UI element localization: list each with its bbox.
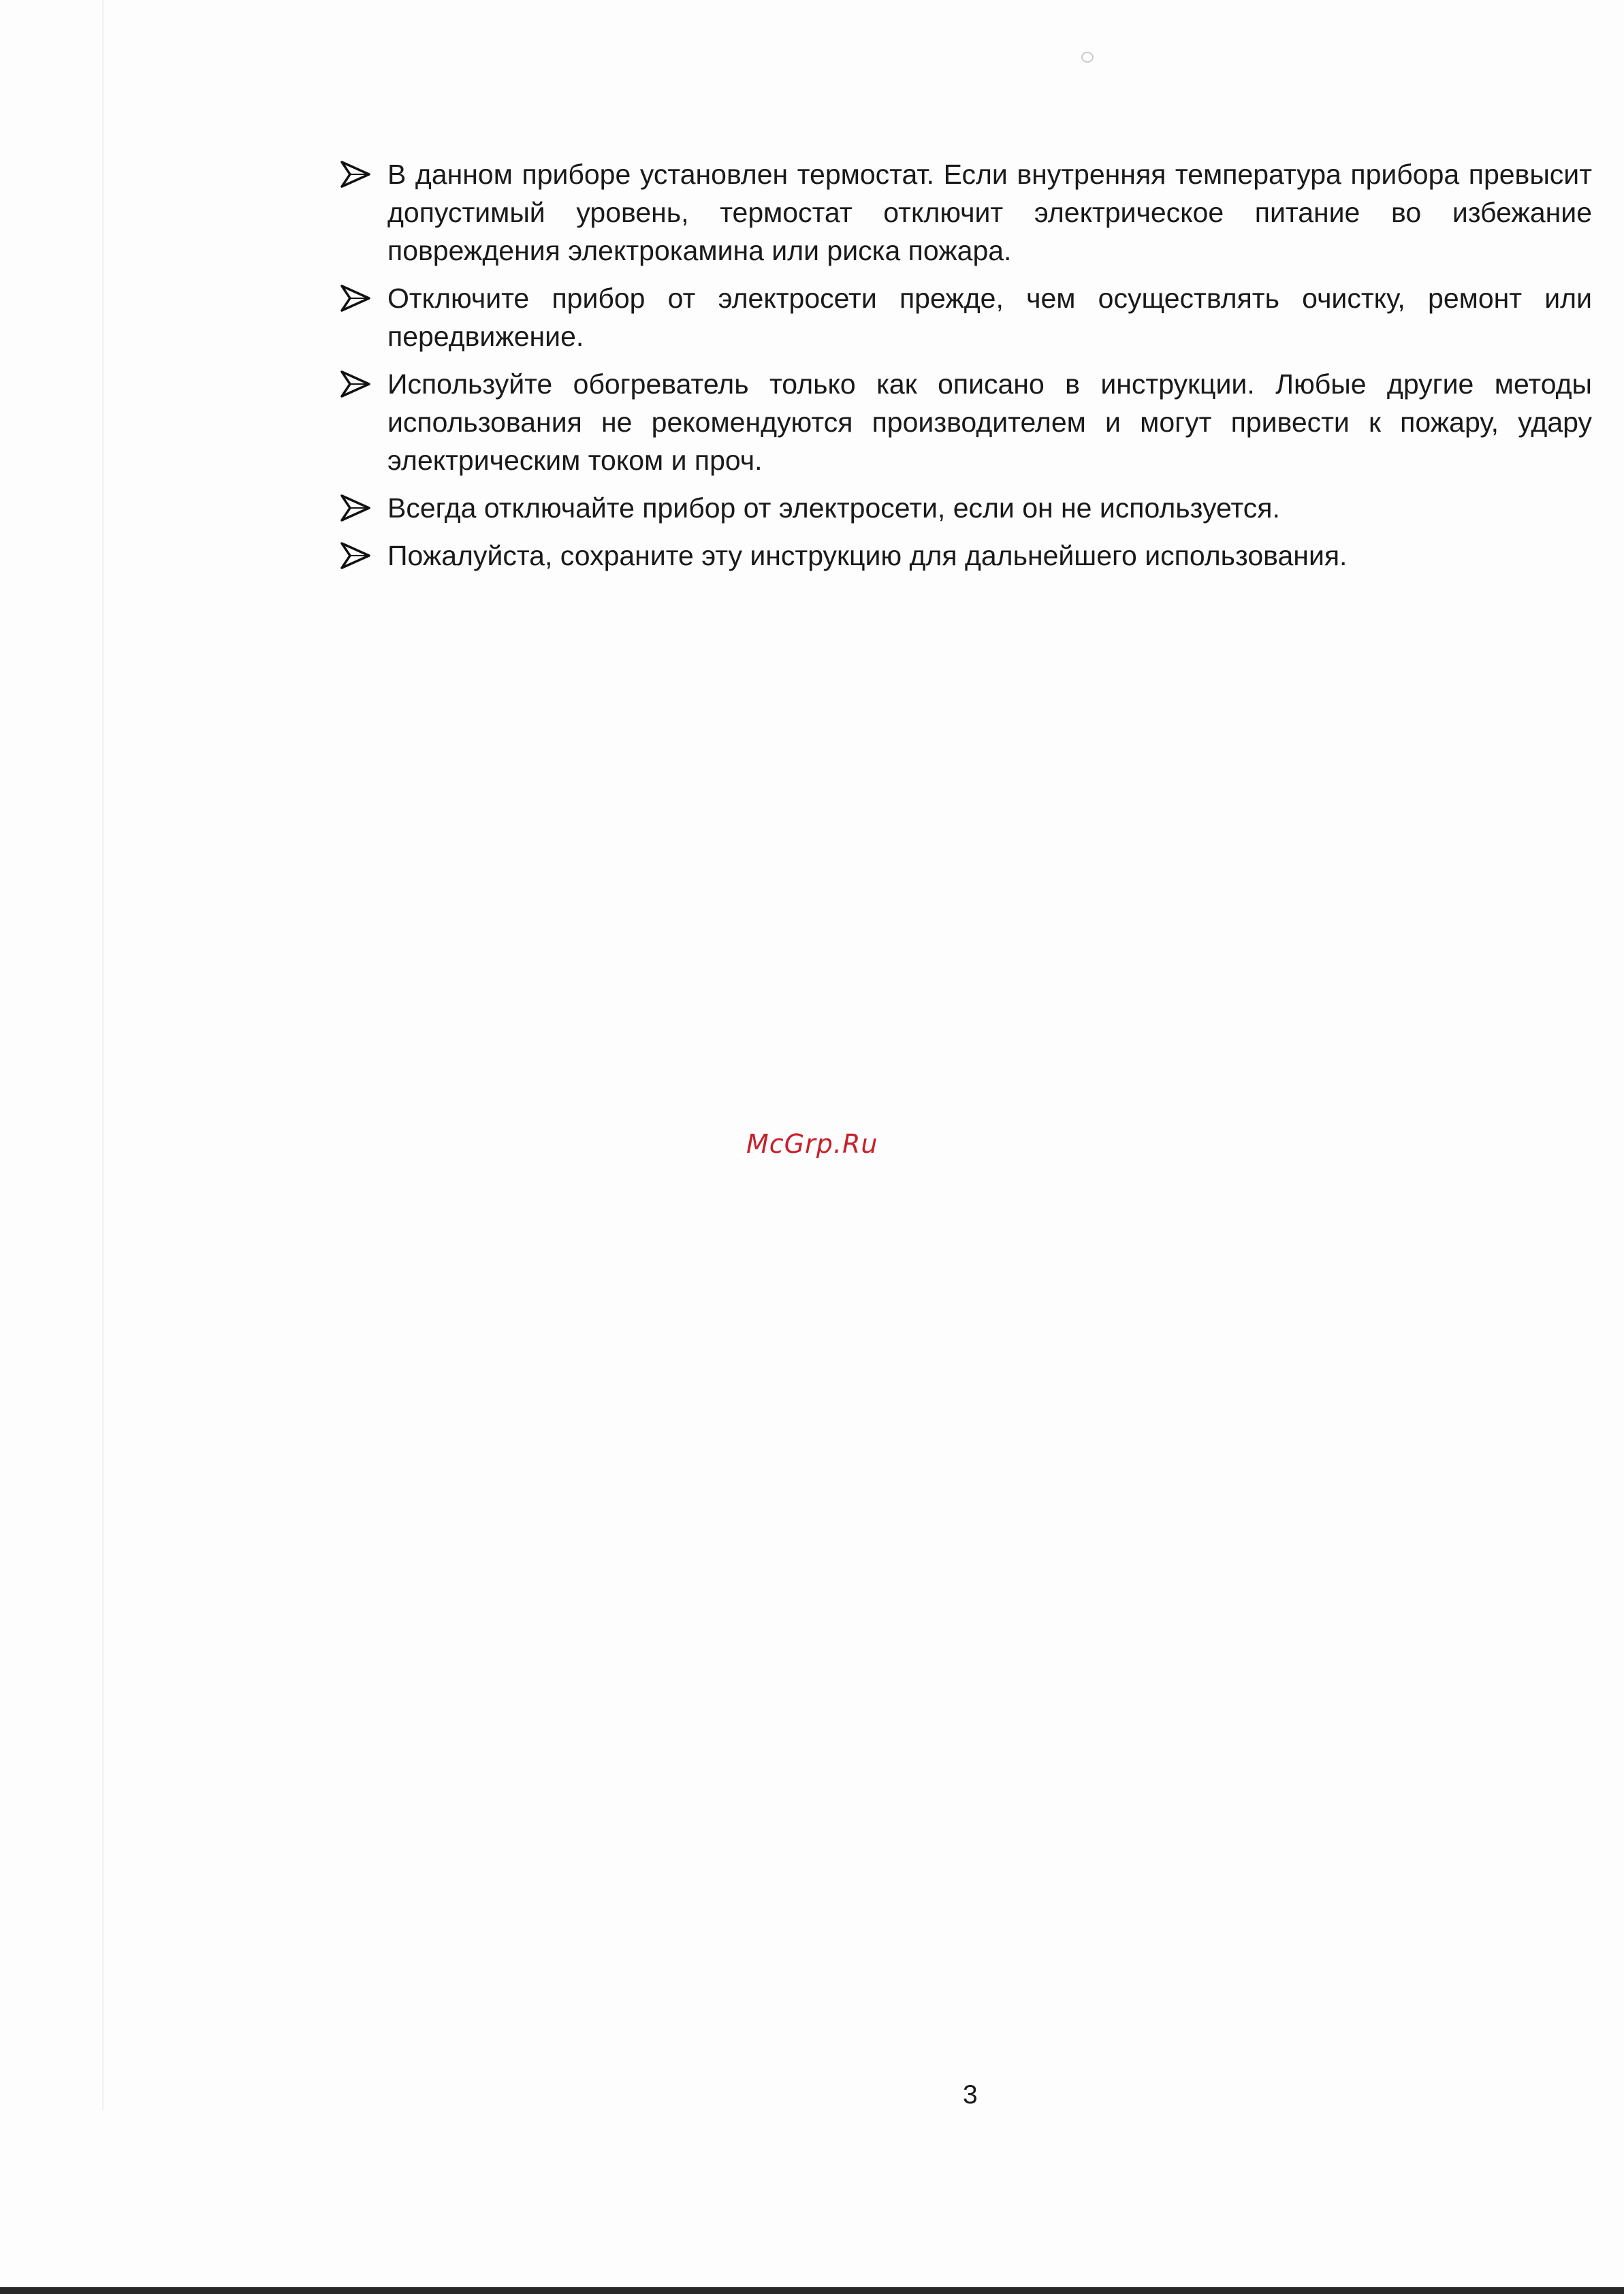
scan-bottom-edge xyxy=(0,2287,1624,2294)
arrow-bullet-icon xyxy=(340,493,370,523)
list-item xyxy=(340,489,1592,527)
list-item xyxy=(340,279,1592,355)
list-item-text: В данном приборе установлен термостат. Если внутренняя температура прибора превысит допустимый уровень, термостат отключит электрическое питание во избежание повреждения электрокамина или риска пожара. xyxy=(387,159,1592,266)
list-item-text: Всегда отключайте прибор от электросети, если он не используется. xyxy=(387,492,1280,524)
arrow-bullet-icon xyxy=(340,283,370,313)
arrow-bullet-icon xyxy=(340,541,370,571)
safety-instructions-list xyxy=(340,155,1592,584)
list-item-text: Отключите прибор от электросети прежде, чем осуществлять очистку, ремонт или передвижение. xyxy=(387,283,1592,352)
watermark-link[interactable]: McGrp.Ru xyxy=(746,1129,878,1159)
arrow-bullet-icon xyxy=(340,369,370,399)
scan-edge-shadow xyxy=(102,0,104,2111)
arrow-bullet-icon xyxy=(340,159,370,189)
list-item xyxy=(340,365,1592,479)
list-item xyxy=(340,155,1592,270)
scan-speck xyxy=(1081,52,1094,63)
list-item-text: Используйте обогреватель только как описано в инструкции. Любые другие методы использования не рекомендуются производителем и могут привести к пожару, удару электрическим током и проч. xyxy=(387,368,1592,476)
list-item-text: Пожалуйста, сохраните эту инструкцию для дальнейшего использования. xyxy=(387,540,1348,571)
page-number: 3 xyxy=(963,2080,978,2109)
list-item xyxy=(340,537,1592,575)
